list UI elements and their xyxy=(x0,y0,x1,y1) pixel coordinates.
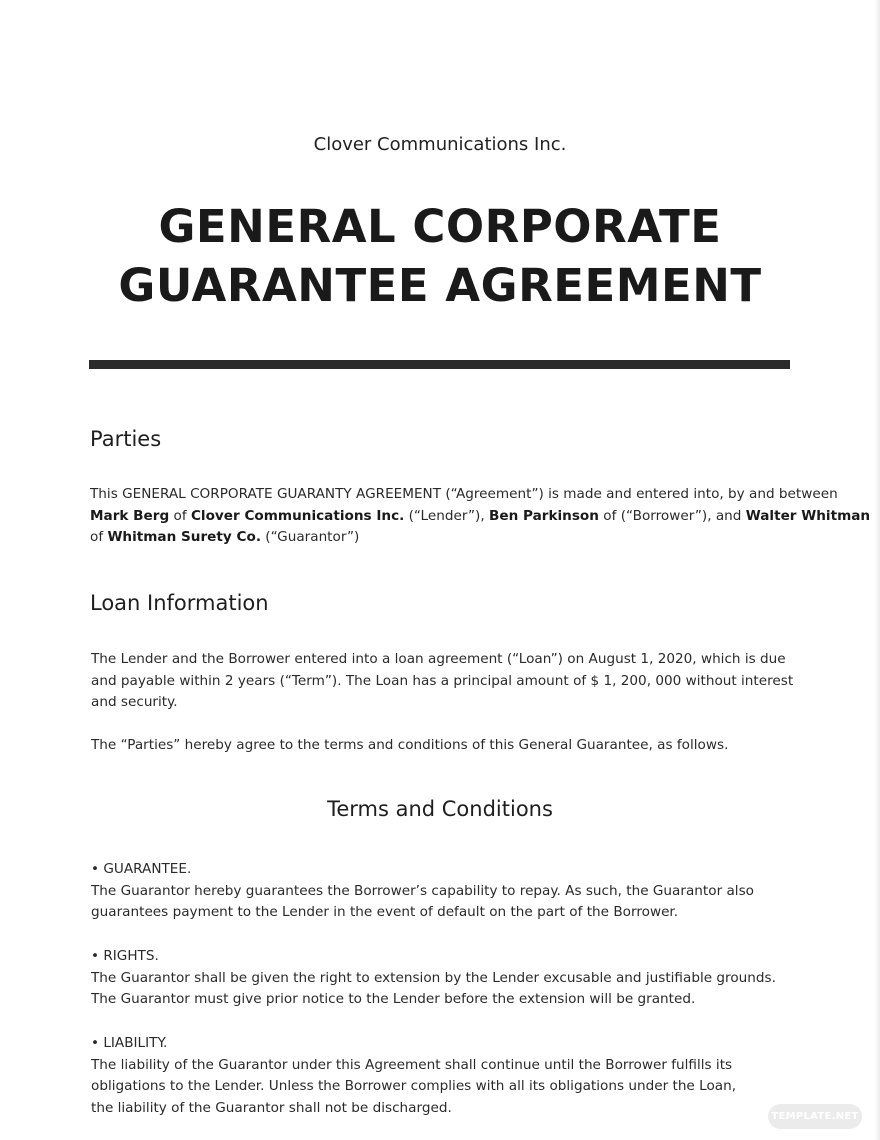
guarantee-title: • GUARANTEE. xyxy=(91,861,192,877)
guarantee-line-1: The Guarantor hereby guarantees the Borrower’s capability to repay. As such, the Guarantor also xyxy=(91,882,754,899)
guarantor-company: Whitman Surety Co. xyxy=(107,529,261,546)
agreement-paragraph: The “Parties” hereby agree to the terms and conditions of this General Guarantee, as follows. xyxy=(91,737,729,753)
title-line-2: GUARANTEE AGREEMENT xyxy=(118,259,762,312)
parties-paragraph xyxy=(90,484,870,549)
of-text-2: of xyxy=(90,529,108,546)
loan-line-1: The Lender and the Borrower entered into a loan agreement (“Loan”) on August 1, 2020, which is due xyxy=(91,651,786,667)
rights-clause xyxy=(91,946,776,1011)
liability-line-2: obligations to the Lender. Unless the Borrower complies with all its obligations under the Loan, xyxy=(91,1078,737,1095)
document-title xyxy=(0,197,880,315)
template-watermark: TEMPLATE.NET xyxy=(768,1104,862,1129)
rights-title: • RIGHTS. xyxy=(91,948,159,964)
lender-name: Mark Berg xyxy=(90,507,170,524)
rights-line-2: The Guarantor must give prior notice to the Lender before the extension will be granted. xyxy=(91,991,696,1008)
loan-line-3: and security. xyxy=(91,694,178,711)
guarantee-clause xyxy=(91,859,754,924)
parties-line-3 xyxy=(90,527,870,549)
rights-line-1: The Guarantor shall be given the right to extension by the Lender excusable and justifiable grounds. xyxy=(91,969,776,986)
guarantor-label: (“Guarantor”) xyxy=(260,529,360,546)
terms-heading: Terms and Conditions xyxy=(327,797,553,821)
guarantee-line-2: guarantees payment to the Lender in the event of default on the part of the Borrower. xyxy=(91,904,679,921)
lender-company: Clover Communications Inc. xyxy=(190,507,405,524)
parties-line-1: This GENERAL CORPORATE GUARANTY AGREEMENT (“Agreement”) is made and entered into, by and between xyxy=(90,486,838,502)
loan-information-heading: Loan Information xyxy=(90,591,269,615)
page-edge xyxy=(874,0,880,1140)
borrower-label: of (“Borrower”), and xyxy=(598,507,746,524)
parties-heading: Parties xyxy=(90,427,162,451)
borrower-name: Ben Parkinson xyxy=(489,507,599,524)
liability-clause xyxy=(91,1033,736,1119)
liability-line-1: The liability of the Guarantor under this Agreement shall continue until the Borrower fulfills its xyxy=(91,1056,733,1073)
loan-paragraph xyxy=(91,649,793,714)
loan-line-2: and payable within 2 years (“Term”). The Loan has a principal amount of $ 1, 200, 000 without interest xyxy=(91,672,794,689)
title-divider xyxy=(89,360,790,369)
guarantor-name: Walter Whitman xyxy=(745,507,871,524)
title-line-1: GENERAL CORPORATE xyxy=(158,200,722,253)
lender-label: (“Lender”), xyxy=(404,507,489,524)
parties-line-2 xyxy=(90,506,870,528)
liability-title: • LIABILITY. xyxy=(91,1035,168,1051)
of-text: of xyxy=(169,507,191,524)
company-name: Clover Communications Inc. xyxy=(313,134,567,155)
liability-line-3: the liability of the Guarantor shall not be discharged. xyxy=(91,1099,452,1116)
